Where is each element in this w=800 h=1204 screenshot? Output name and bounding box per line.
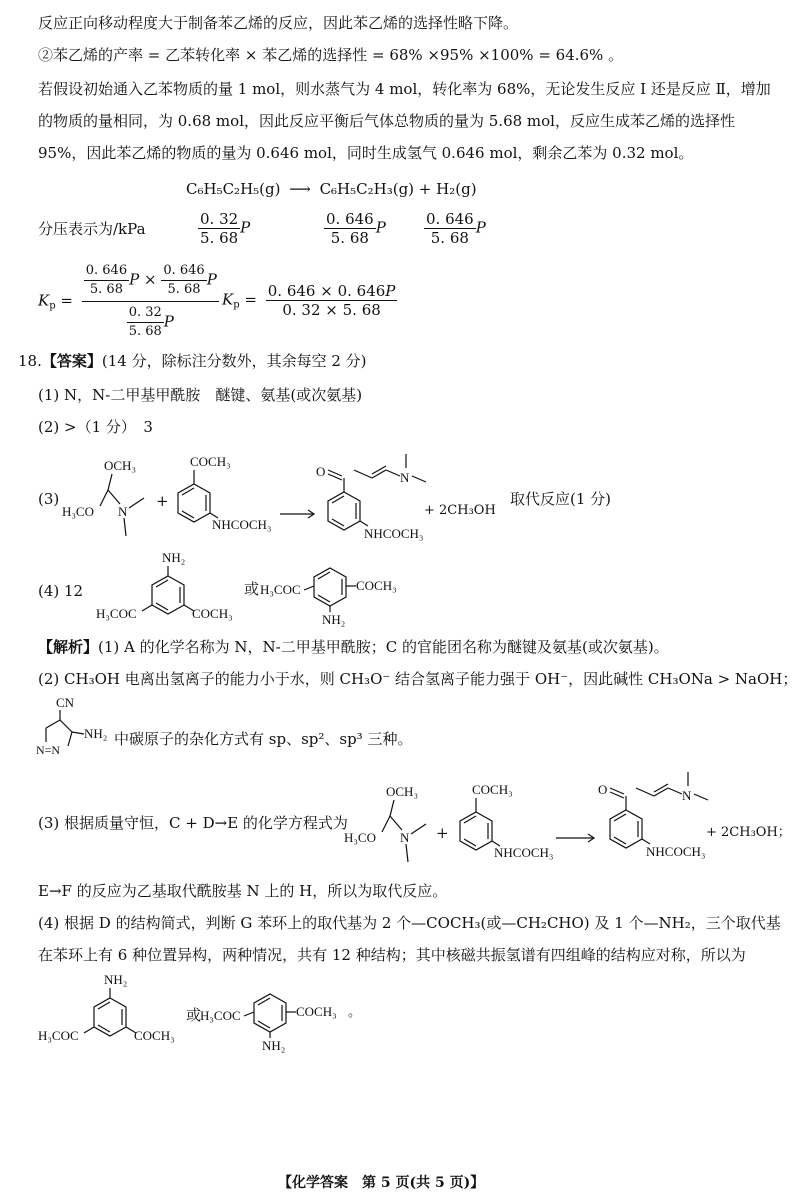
h3coc-label: H₃COC [260,582,301,597]
nhcoch3-label: NHCOCH₃ [212,517,272,532]
text-line: 的物质的量相同，为 0.68 mol，因此反应平衡后气体总物质的量为 5.68 mol，反应生成苯乙烯的选择性 [38,112,735,130]
fraction-denominator: 5. 68 [200,229,239,247]
product: C₆H₅C₂H₃(g) + H₂(g) [319,180,477,198]
symmetric-isomer-2 [260,556,410,626]
pressure-symbol: P [163,312,174,331]
plus-sign: + [156,492,169,510]
reaction-type: 取代反应(1 分) [510,490,612,508]
kp-subscript: p [49,300,56,312]
analysis-2: (2) CH₃OH 电离出氢离子的能力小于水，则 CH₃O⁻ 结合氢离子能力强于 OH⁻，因此碱性 CH₃ONa > NaOH； [38,670,798,688]
methanol-product: + 2CH₃OH [424,503,496,518]
period: 。 [348,1004,362,1019]
answer-heading: 【答案】 [41,352,102,370]
symmetric-isomer-1 [96,550,246,630]
pressure-symbol: P [240,218,251,237]
analysis-3b: E→F 的反应为乙基取代酰胺基 N 上的 H，所以为取代反应。 [38,882,448,900]
nh2-label: NH₂ [104,972,128,987]
arrow: ⟶ [289,180,311,198]
enaminone-structure [316,452,426,547]
kp-expression-1 [38,262,219,341]
kp-symbol: K [38,291,50,310]
symmetric-isomer-2 [200,982,370,1052]
answer-1: (1) N，N-二甲基甲酰胺 醚键、氨基(或次氨基) [38,386,363,404]
text-line: 若假设初始通入乙苯物质的量 1 mol，则水蒸气为 4 mol，转化率为 68%，无论发生反应 Ⅰ 还是反应 Ⅱ，增加 [38,80,771,98]
score-note: (14 分，除标注分数外，其余每空 2 分) [101,352,367,370]
or-text: 或 [244,580,260,598]
coch3-label: COCH₃ [296,1004,337,1019]
answer-2: (2) >（1 分） 3 [38,418,153,436]
times: × [143,270,157,289]
triazoline-nitrile-structure [36,694,106,764]
kp-denominator: 0. 32 × 5. 68 [282,301,381,319]
analysis-3: (3) 根据质量守恒，C + D→E 的化学方程式为 [38,814,348,832]
coch3-label: COCH₃ [134,1028,175,1043]
kp-numerator: 0. 646 × 0. 646P [267,282,396,300]
coch3-label: COCH₃ [190,454,231,469]
equals: = [239,290,257,309]
acetanilide-structure [448,780,558,870]
reactant: C₆H₅C₂H₅(g) [186,180,281,198]
analysis-4b: 在苯环上有 6 种位置异构，两种情况，共有 12 种结构；其中核磁共振氢谱有四组峰的结构应对称，所以为 [38,946,746,964]
page-footer: 【化学答案 第 5 页(共 5 页)】 [278,1175,485,1191]
n-atom-label: N [118,504,128,519]
h3coc-label: H₃COC [38,1028,79,1043]
kp-expression-2 [222,282,397,319]
coch3-label: COCH₃ [356,578,397,593]
acetanilide-structure [166,452,276,542]
nh2-label: NH₂ [322,612,346,627]
h3co-label: H₃CO [344,830,376,845]
text-line: 95%，因此苯乙烯的物质的量为 0.646 mol，同时生成氢气 0.646 mol，剩余乙苯为 0.32 mol。 [38,144,694,162]
fraction-numerator: 0. 646 [326,210,374,228]
kp-subscript: p [233,299,240,311]
q18-header [18,350,367,372]
cn-label: CN [56,695,75,710]
reaction-arrow [556,832,596,844]
analysis-2b: 中碳原子的杂化方式有 sp、sp²、sp³ 三种。 [114,730,413,748]
partial-pressure-label: 分压表示为/kPa [38,220,146,238]
reaction-arrow [280,508,316,520]
answer-3-label: (3) [38,490,60,508]
text-line: ②苯乙烯的产率 = 乙苯转化率 × 苯乙烯的选择性 = 68% ×95% ×100% = 64.6% 。 [38,46,624,64]
fraction-denominator: 5. 68 [330,229,369,247]
fraction-numerator: 0. 32 [127,304,164,323]
coch3-label: COCH₃ [472,782,513,797]
carbonyl-o-label: O [598,782,608,797]
fraction-numerator: 0. 32 [200,210,239,228]
fraction-denominator: 5. 68 [430,229,469,247]
pressure-symbol: P [375,218,386,237]
nh2-label: NH₂ [162,550,186,565]
fraction-denominator: 5. 68 [89,282,123,297]
pressure-symbol: P [129,270,140,289]
dmf-acetal-structure [344,782,434,872]
analysis-heading: 【解析】 [38,638,99,656]
nh2-label: NH₂ [84,726,108,741]
symmetric-isomer-1 [38,972,188,1052]
coch3-label: COCH₃ [192,606,233,621]
fraction [198,210,250,247]
nhcoch3-label: NHCOCH₃ [364,526,424,541]
answer-4-label: (4) 12 [38,582,84,600]
fraction [424,210,486,247]
fraction-denominator: 5. 68 [167,282,201,297]
text-line: 反应正向移动程度大于制备苯乙烯的反应，因此苯乙烯的选择性略下降。 [38,14,519,32]
n-atom-label: N [682,788,692,803]
h3coc-label: H₃COC [96,606,137,621]
n-atom-label: N [400,830,410,845]
carbonyl-o-label: O [316,464,326,479]
och3-label: OCH₃ [386,784,418,799]
pressure-symbol: P [475,218,486,237]
fraction-numerator: 0. 646 [161,262,206,281]
dmf-acetal-structure [62,456,152,546]
nh2-label: NH₂ [262,1038,286,1053]
plus-sign: + [436,824,449,842]
nn-label: N=N [36,743,61,757]
n-atom-label: N [400,470,410,485]
pressure-symbol: P [206,270,217,289]
h3co-label: H₃CO [62,504,94,519]
reaction-equation [186,178,477,200]
nhcoch3-label: NHCOCH₃ [494,845,554,860]
analysis-4a: (4) 根据 D 的结构简式，判断 G 苯环上的取代基为 2 个—COCH₃(或—CH₂CHO) 及 1 个—NH₂，三个取代基 [38,914,781,932]
fraction-denominator: 5. 68 [128,324,162,339]
nhcoch3-label: NHCOCH₃ [646,844,706,859]
enaminone-structure [598,770,708,865]
question-number: 18. [18,352,42,370]
fraction-numerator: 0. 646 [84,262,129,281]
fraction [324,210,386,247]
or-text: 或 [186,1006,202,1024]
methanol-product: + 2CH₃OH； [706,825,791,840]
och3-label: OCH₃ [104,458,136,473]
kp-symbol: K [222,290,234,309]
fraction-numerator: 0. 646 [426,210,474,228]
analysis-1: 【解析】(1) A 的化学名称为 N，N-二甲基甲酰胺；C 的官能团名称为醚键及氨基(或次氨基)。 [38,638,669,656]
equals: = [55,291,73,310]
h3coc-label: H₃COC [200,1008,241,1023]
